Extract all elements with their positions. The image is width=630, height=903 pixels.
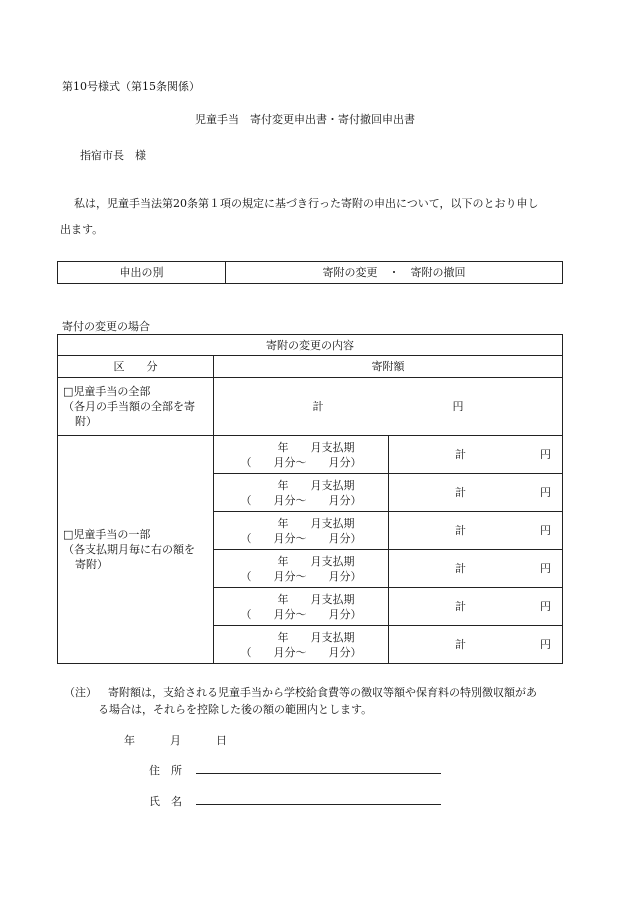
period-line2: （ 月分～ 月分） bbox=[240, 645, 362, 659]
partial-label-line2: （各支払期月毎に右の額を bbox=[63, 543, 195, 556]
period-line1: 年 月支払期 bbox=[277, 592, 355, 606]
date-year-label: 年 bbox=[124, 734, 135, 747]
note-line-2: る場合は，それらを控除した後の額の範囲内とします。 bbox=[98, 703, 373, 716]
period-line2: （ 月分～ 月分） bbox=[240, 531, 362, 545]
change-section-heading: 寄付の変更の場合 bbox=[62, 320, 150, 333]
period-line1: 年 月支払期 bbox=[277, 554, 355, 568]
yen: 円 bbox=[540, 562, 551, 575]
period-line2: （ 月分～ 月分） bbox=[240, 607, 362, 621]
statement-line-2: 出ます。 bbox=[60, 223, 104, 236]
name-input-line[interactable] bbox=[196, 804, 441, 805]
amount-cell[interactable] bbox=[389, 550, 563, 588]
period-cell[interactable] bbox=[214, 550, 389, 588]
yen: 円 bbox=[540, 638, 551, 651]
total-label: 計 bbox=[455, 448, 466, 461]
total-label: 計 bbox=[455, 486, 466, 499]
partial-label-line3: 寄附） bbox=[75, 558, 108, 571]
partial-label-line1: □児童手当の一部 bbox=[63, 528, 151, 541]
note-line-1: 寄附額は，支給される児童手当から学校給食費等の徴収等額や保育料の特別徴収額があ bbox=[108, 686, 537, 699]
col-category-header: 区 分 bbox=[58, 356, 214, 378]
yen: 円 bbox=[540, 600, 551, 613]
note-label: （注） bbox=[64, 686, 97, 699]
total-label: 計 bbox=[455, 562, 466, 575]
full-label-line1: □児童手当の全部 bbox=[63, 385, 151, 398]
change-table-header: 寄附の変更の内容 bbox=[58, 335, 563, 356]
amount-cell[interactable] bbox=[389, 474, 563, 512]
total-label: 計 bbox=[455, 524, 466, 537]
col-amount-header: 寄附額 bbox=[214, 356, 563, 378]
request-type-table bbox=[57, 261, 563, 284]
amount-cell[interactable] bbox=[389, 436, 563, 474]
full-category-cell[interactable] bbox=[58, 378, 214, 436]
addressee: 指宿市長 様 bbox=[80, 149, 146, 162]
full-yen: 円 bbox=[452, 400, 464, 413]
period-cell[interactable] bbox=[214, 512, 389, 550]
period-line1: 年 月支払期 bbox=[277, 478, 355, 492]
amount-cell[interactable] bbox=[389, 512, 563, 550]
name-label: 氏 名 bbox=[149, 795, 182, 808]
period-line2: （ 月分～ 月分） bbox=[240, 455, 362, 469]
yen: 円 bbox=[540, 486, 551, 499]
period-line1: 年 月支払期 bbox=[277, 516, 355, 530]
change-table bbox=[57, 334, 563, 664]
period-line2: （ 月分～ 月分） bbox=[240, 493, 362, 507]
statement-line-1: 私は，児童手当法第20条第１項の規定に基づき行った寄附の申出について，以下のとおり申し bbox=[74, 197, 539, 210]
total-label: 計 bbox=[455, 638, 466, 651]
amount-cell[interactable] bbox=[389, 588, 563, 626]
full-total-label: 計 bbox=[312, 400, 324, 413]
period-cell[interactable] bbox=[214, 474, 389, 512]
period-cell[interactable] bbox=[214, 436, 389, 474]
full-label-line2: （各月の手当額の全部を寄 bbox=[63, 400, 195, 413]
period-cell[interactable] bbox=[214, 626, 389, 664]
request-type-label: 申出の別 bbox=[58, 262, 226, 284]
date-month-label: 月 bbox=[170, 734, 181, 747]
full-label-line3: 附） bbox=[75, 415, 97, 428]
total-label: 計 bbox=[455, 600, 466, 613]
full-amount-cell[interactable] bbox=[214, 378, 563, 436]
form-number: 第10号様式（第15条関係） bbox=[62, 80, 200, 93]
yen: 円 bbox=[540, 448, 551, 461]
address-label: 住 所 bbox=[149, 764, 182, 777]
request-type-options[interactable]: 寄附の変更 ・ 寄附の撤回 bbox=[226, 262, 563, 284]
period-cell[interactable] bbox=[214, 588, 389, 626]
yen: 円 bbox=[540, 524, 551, 537]
address-input-line[interactable] bbox=[196, 773, 441, 774]
page-title: 児童手当 寄付変更申出書・寄付撤回申出書 bbox=[195, 113, 415, 126]
date-day-label: 日 bbox=[216, 734, 227, 747]
amount-cell[interactable] bbox=[389, 626, 563, 664]
period-line2: （ 月分～ 月分） bbox=[240, 569, 362, 583]
period-line1: 年 月支払期 bbox=[277, 630, 355, 644]
period-line1: 年 月支払期 bbox=[277, 440, 355, 454]
partial-category-cell[interactable] bbox=[58, 436, 214, 664]
